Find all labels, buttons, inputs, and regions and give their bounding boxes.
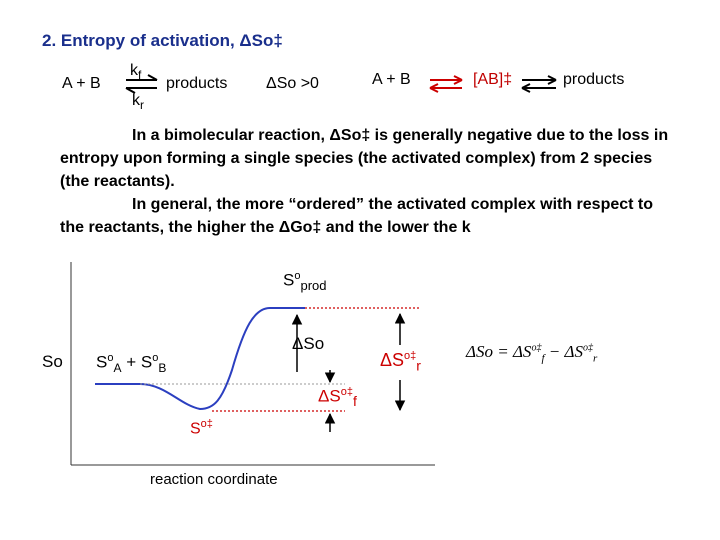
paragraph-1: In a bimolecular reaction, ΔSo‡ is generally negative due to the loss in entropy upon forming a single species (the activated complex) from 2 species (the reactants).: [60, 127, 669, 190]
equilibrium-arrows-right: [522, 76, 556, 92]
transition-state-label: $S^{o\ddagger}$: [190, 418, 213, 438]
products-right: products: [563, 71, 625, 88]
delta-s-positive: ΔSo >0: [266, 75, 319, 92]
equilibrium-arrows-left: [126, 75, 157, 93]
equilibrium-arrows-middle: [430, 76, 462, 92]
entropy-equation: $\Delta So = \Delta S^{o\ddagger}_f - \Delta S^{o\ddagger}_r$: [466, 342, 598, 365]
activated-complex: [AB]‡: [473, 71, 513, 88]
delta-sf-label: $\Delta S^{o\ddagger}_f$: [318, 386, 357, 410]
reactants-left: A + B: [62, 75, 101, 92]
kr-label: $k_r$: [132, 92, 144, 113]
reactants-entropy-label: $S^o_A + S^o_B$: [96, 352, 167, 376]
y-axis-label: So: [42, 352, 63, 371]
s-prod-label: $S^o_{prod}$: [283, 270, 327, 294]
products-left: products: [166, 75, 228, 92]
paragraph-2: In general, the more “ordered” the activated complex with respect to the reactants, the higher the ΔGo‡ and the lower the k: [60, 196, 654, 236]
reactants-right: A + B: [372, 71, 411, 88]
delta-sr-label: $\Delta S^{o\ddagger}_r$: [380, 350, 421, 374]
x-axis-label: reaction coordinate: [150, 471, 278, 488]
slide-title: 2. Entropy of activation, ΔSo‡: [42, 31, 283, 50]
delta-so-label: ΔSo: [292, 334, 325, 353]
kf-label: $k_f$: [130, 62, 142, 83]
